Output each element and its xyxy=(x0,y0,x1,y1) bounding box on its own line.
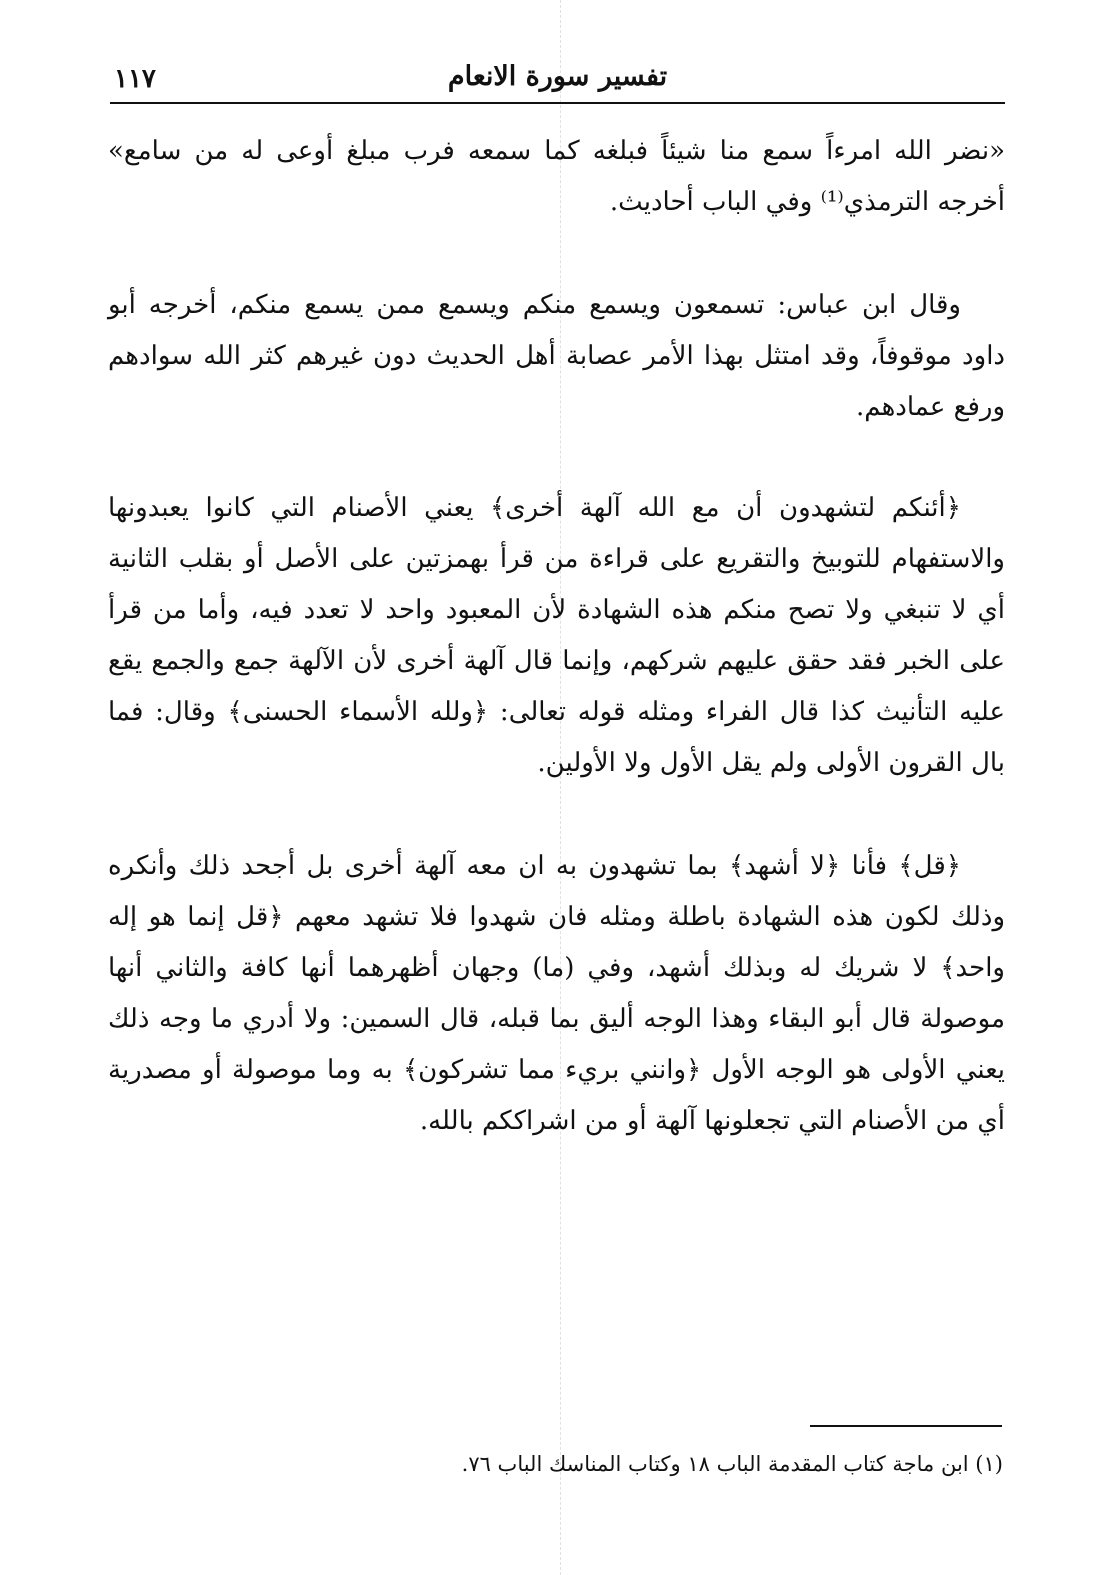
header-rule xyxy=(110,102,1005,104)
footnote-rule xyxy=(810,1425,1002,1427)
page-header xyxy=(110,58,1005,100)
footnote: (١) ابن ماجة كتاب المقدمة الباب ١٨ وكتاب المناسك الباب ٧٦. xyxy=(461,1452,1003,1476)
paragraph-verse-commentary: ﴿أئنكم لتشهدون أن مع الله آلهة أخرى﴾ يعني الأصنام التي كانوا يعبدونها والاستفهام للتوبيخ والتقريع على قراءة من قرأ بهمزتين على الأصل أو بقلب الثانية أي لا تنبغي ولا تصح منكم هذه الشهادة لأن المعبود واحد لا تعدد فيه، وأما من قرأ على الخبر فقد حقق عليهم شركهم، وإنما قال آلهة أخرى لأن الآلهة جمع والجمع يقع عليه التأنيث كذا قال الفراء ومثله قوله تعالى: ﴿ولله الأسماء الحسنى﴾ وقال: فما بال القرون الأولى ولم يقل الأول ولا الأولين. xyxy=(108,493,1005,778)
running-title: تفسير سورة الانعام xyxy=(447,61,668,92)
page-number: ١١٧ xyxy=(114,64,156,94)
body-text xyxy=(108,126,1005,1147)
paragraph-ibn-abbas: وقال ابن عباس: تسمعون ويسمع منكم ويسمع ممن يسمع منكم، أخرجه أبو داود موقوفاً، وقد امتثل بهذا الأمر عصابة أهل الحديث دون غيرهم كثر الله سوادهم ورفع عمادهم. xyxy=(108,290,1005,422)
paragraph-hadith: «نضر الله امرءاً سمع منا شيئاً فبلغه كما سمعه فرب مبلغ أوعى له من سامع» أخرجه الترمذي⁽¹⁾ وفي الباب أحاديث. xyxy=(108,136,1005,217)
paragraph-qul-commentary: ﴿قل﴾ فأنا ﴿لا أشهد﴾ بما تشهدون به ان معه آلهة أخرى بل أجحد ذلك وأنكره وذلك لكون هذه الشهادة باطلة ومثله فان شهدوا فلا تشهد معهم ﴿قل إنما هو إله واحد﴾ لا شريك له وبذلك أشهد، وفي (ما) وجهان أظهرهما أنها كافة والثاني أنها موصولة قال أبو البقاء وهذا الوجه أليق بما قبله، قال السمين: ولا أدري ما وجه ذلك يعني الأولى هو الوجه الأول ﴿وانني بريء مما تشركون﴾ به وما موصولة أو مصدرية أي من الأصنام التي تجعلونها آلهة أو من اشراككم بالله. xyxy=(108,851,1005,1136)
